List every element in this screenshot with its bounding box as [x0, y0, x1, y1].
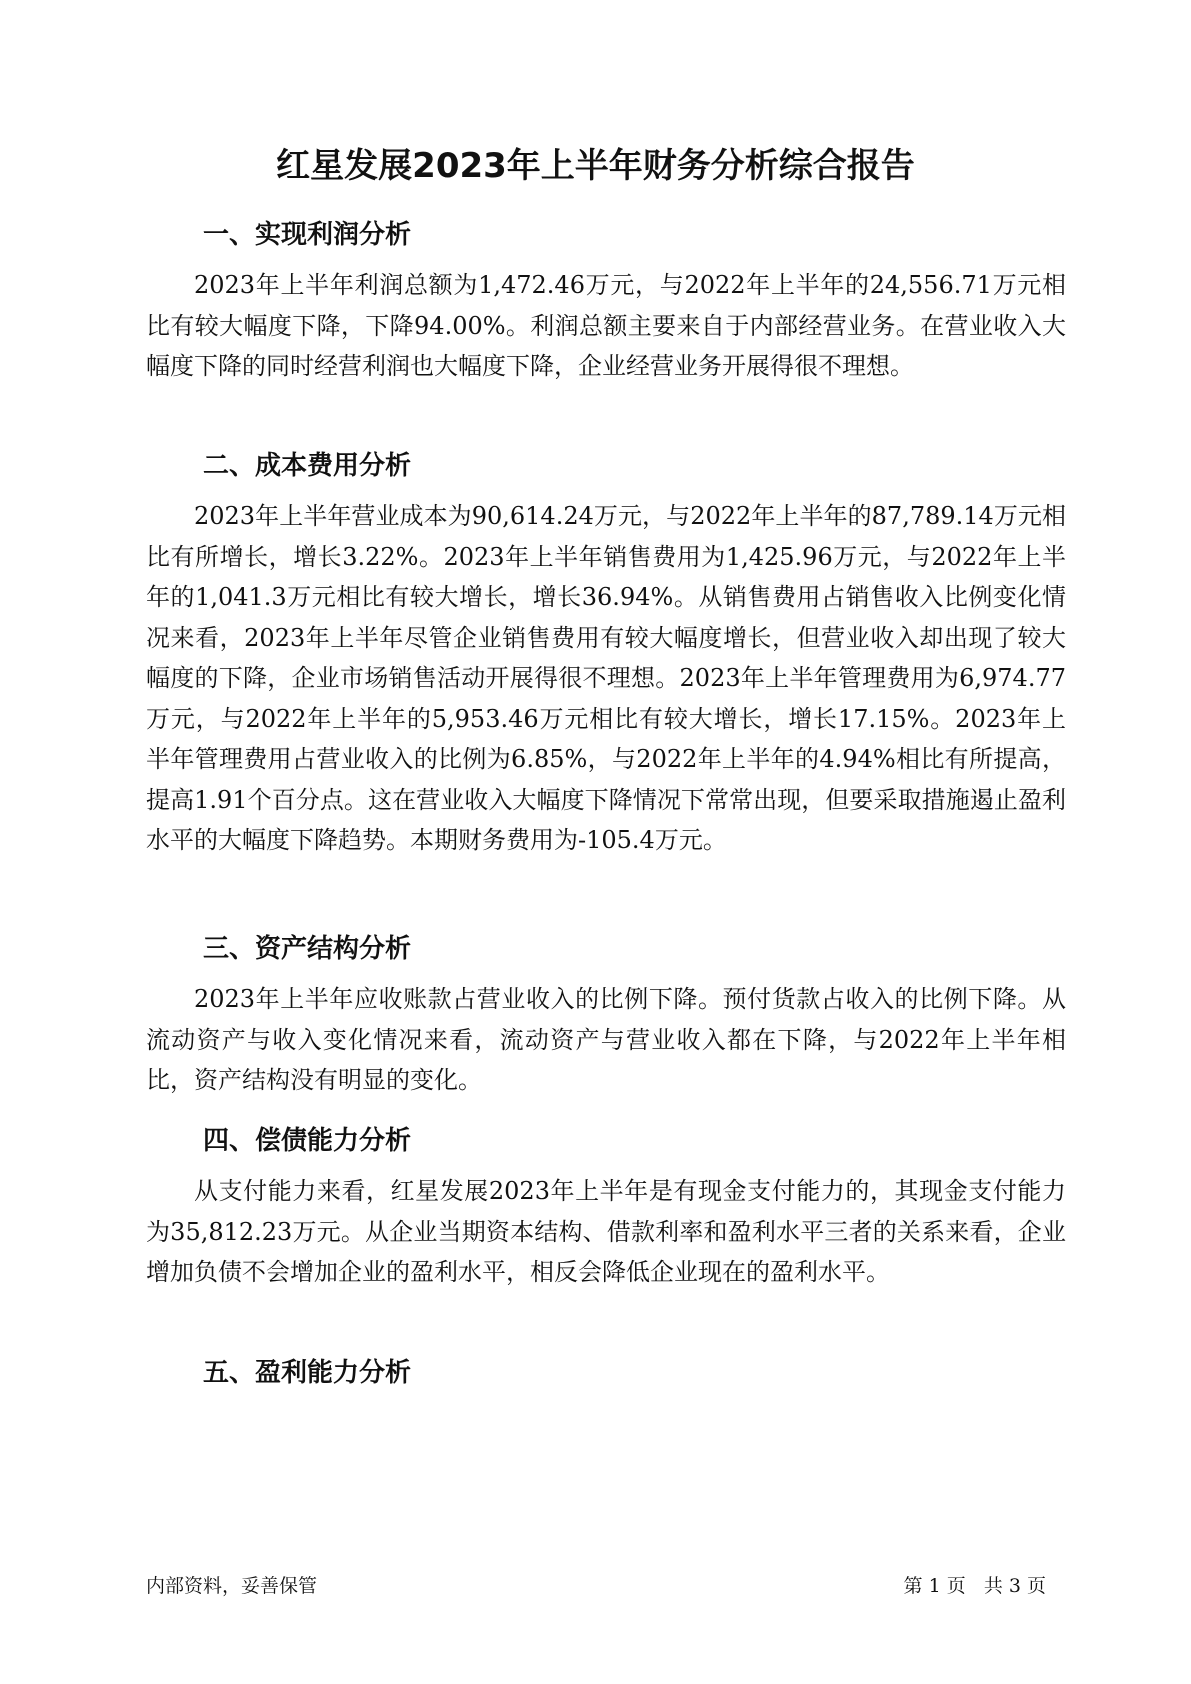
footer-confidential-note: 内部资料，妥善保管 — [146, 1575, 318, 1597]
section-heading: 四、偿债能力分析 — [203, 1126, 412, 1156]
section-heading: 五、盈利能力分析 — [203, 1358, 412, 1388]
section-paragraph: 2023年上半年利润总额为1,472.46万元，与2022年上半年的24,556.71万元相比有较大幅度下降，下降94.00%。利润总额主要来自于内部经营业务。在营业收入大幅度下降的同时经营利润也大幅度下降，企业经营业务开展得很不理想。 — [146, 271, 1066, 380]
section-profit — [146, 215, 1066, 387]
footer-page-number: 第 1 页 共 3 页 — [903, 1575, 1046, 1597]
section-heading: 三、资产结构分析 — [203, 934, 412, 964]
section-solvency — [146, 1121, 1066, 1293]
section-assets — [146, 929, 1066, 1101]
section-paragraph: 2023年上半年应收账款占营业收入的比例下降。预付货款占收入的比例下降。从流动资产与收入变化情况来看，流动资产与营业收入都在下降，与2022年上半年相比，资产结构没有明显的变化。 — [146, 985, 1066, 1094]
section-heading: 二、成本费用分析 — [203, 451, 412, 481]
section-profitability — [146, 1353, 1066, 1393]
document-title: 红星发展2023年上半年财务分析综合报告 — [276, 146, 915, 186]
section-paragraph: 从支付能力来看，红星发展2023年上半年是有现金支付能力的，其现金支付能力为35,812.23万元。从企业当期资本结构、借款利率和盈利水平三者的关系来看，企业增加负债不会增加企业的盈利水平，相反会降低企业现在的盈利水平。 — [146, 1177, 1066, 1286]
section-paragraph: 2023年上半年营业成本为90,614.24万元，与2022年上半年的87,789.14万元相比有所增长，增长3.22%。2023年上半年销售费用为1,425.96万元，与2022年上半年的1,041.3万元相比有较大增长，增长36.94%。从销售费用占销售收入比例变化情况来看，2023年上半年尽管企业销售费用有较大幅度增长，但营业收入却出现了较大幅度的下降，企业市场销售活动开展得很不理想。2023年上半年管理费用为6,974.77万元，与2022年上半年的5,953.46万元相比有较大增长，增长17.15%。2023年上半年管理费用占营业收入的比例为6.85%，与2022年上半年的4.94%相比有所提高，提高1.91个百分点。这在营业收入大幅度下降情况下常常出现，但要采取措施遏止盈利水平的大幅度下降趋势。本期财务费用为-105.4万元。 — [146, 502, 1066, 854]
section-cost — [146, 446, 1066, 861]
section-heading: 一、实现利润分析 — [203, 220, 412, 250]
